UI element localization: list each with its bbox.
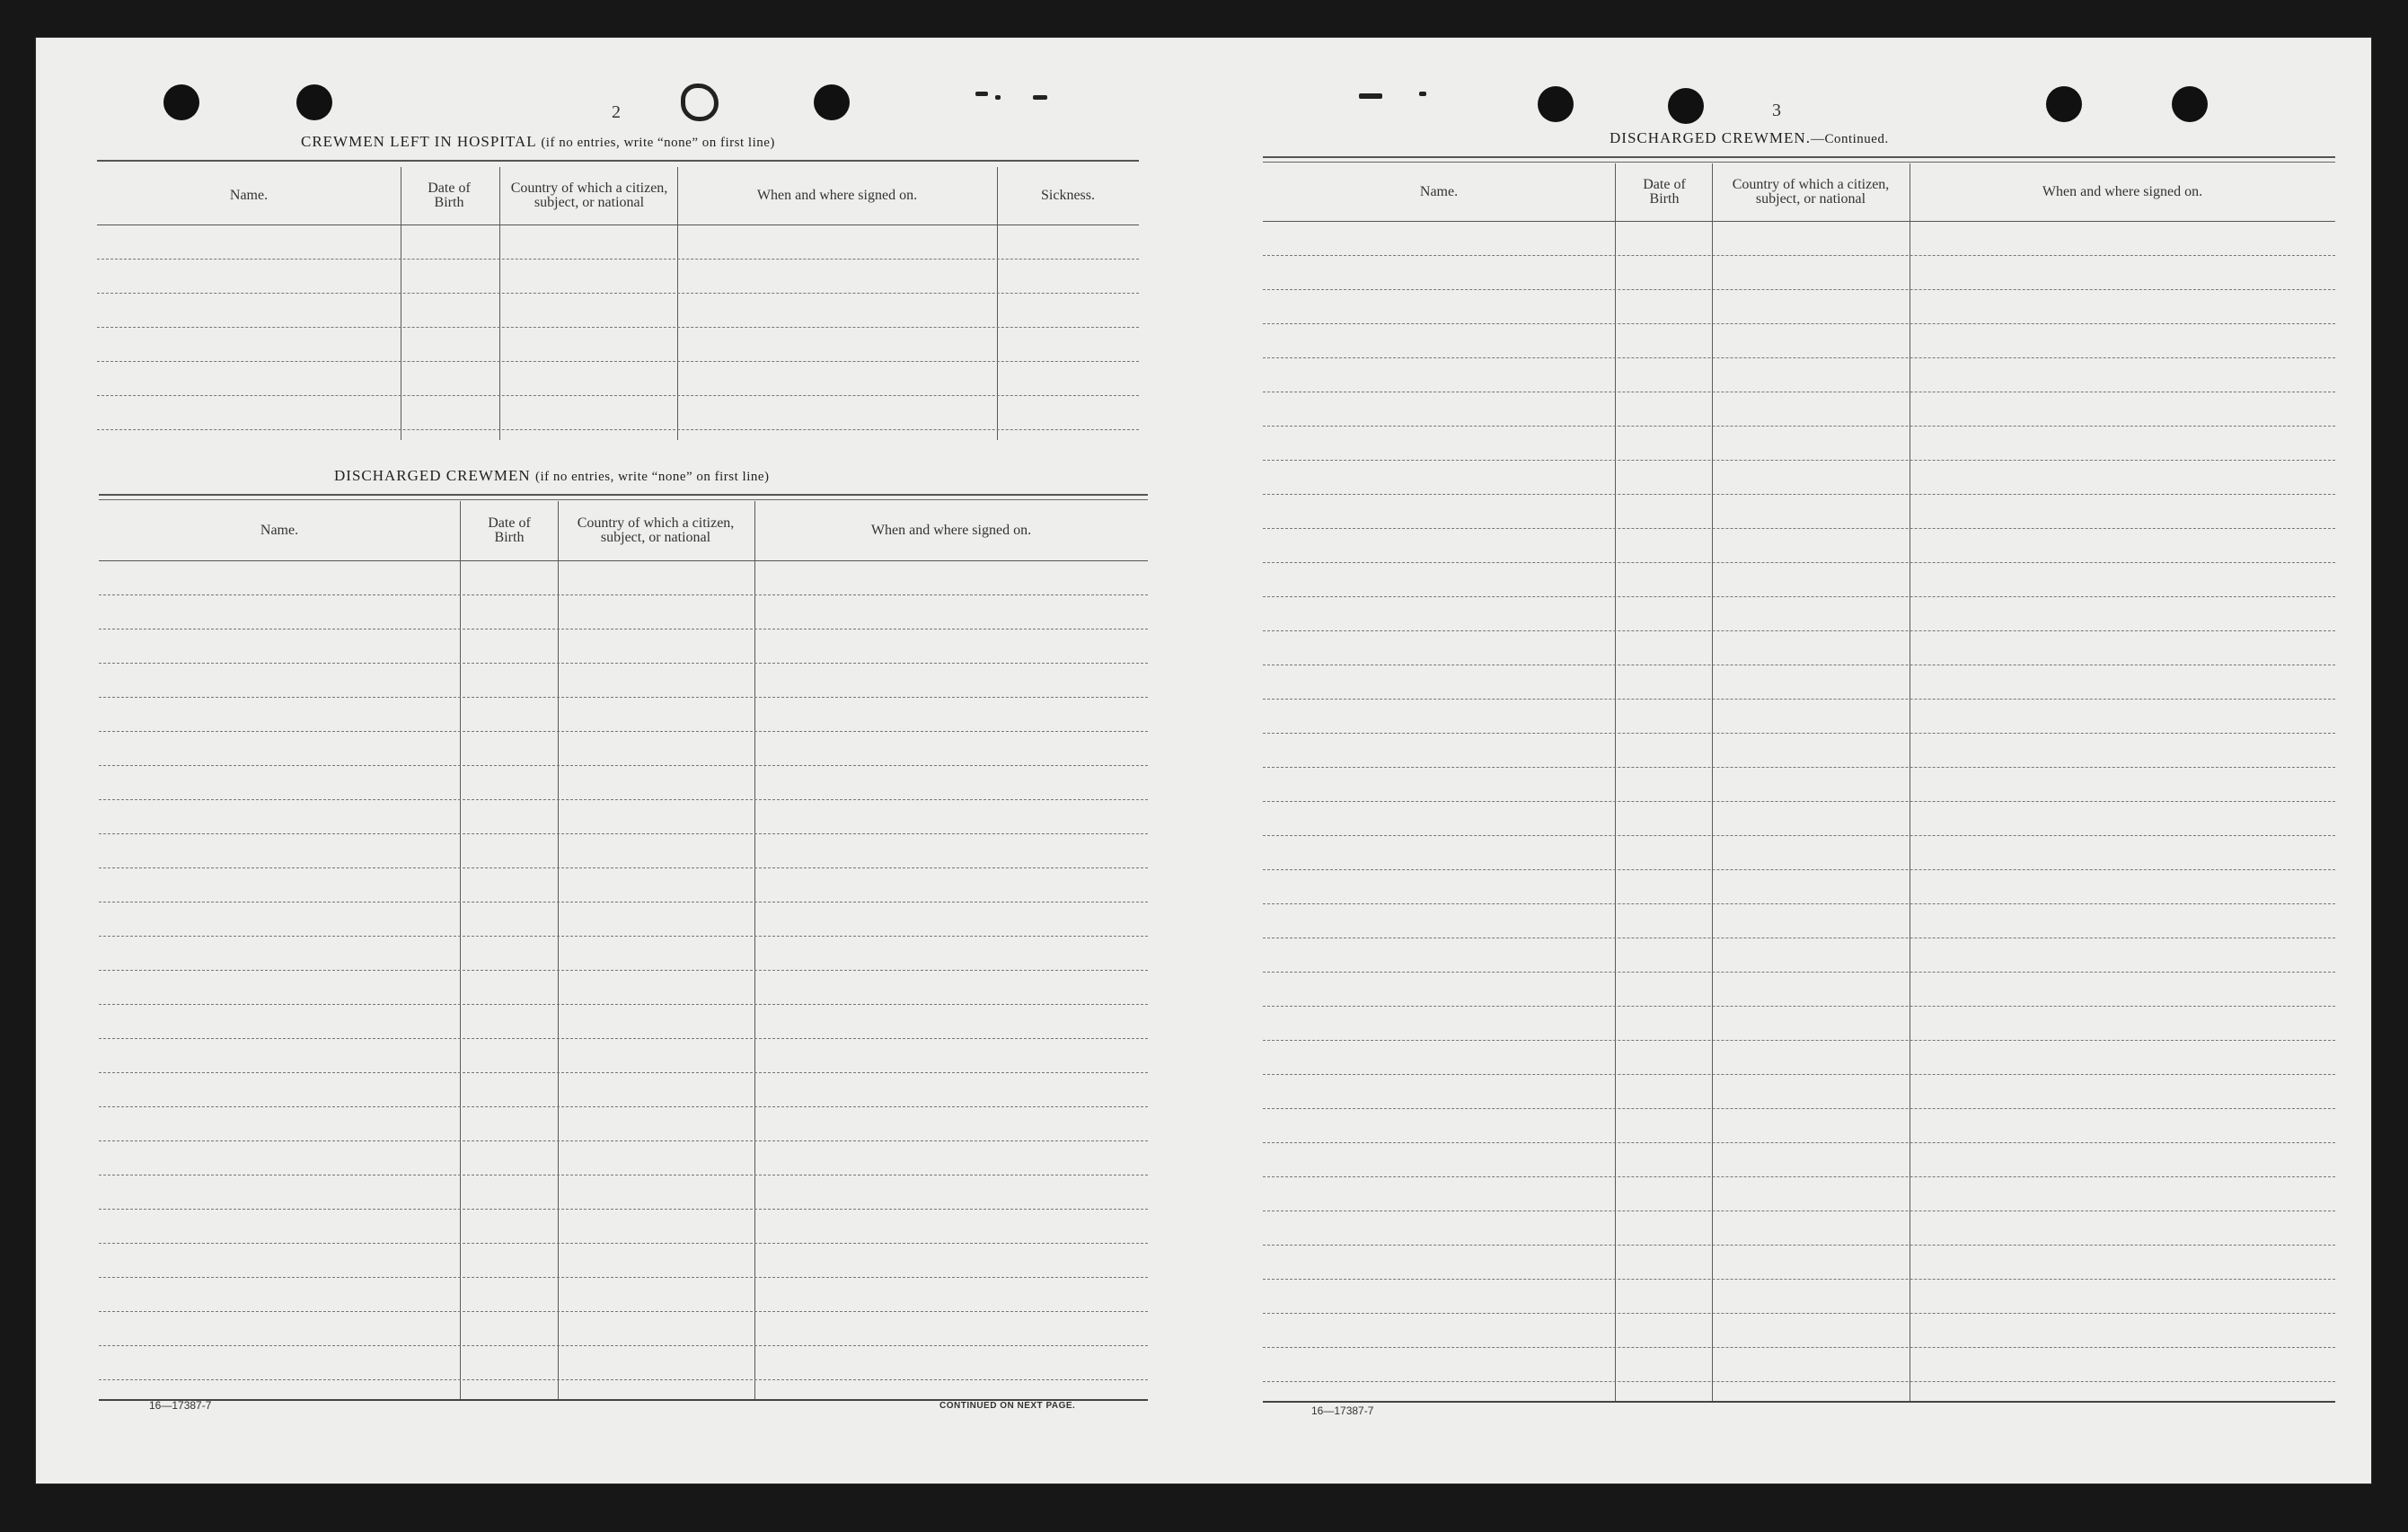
- table-row[interactable]: [99, 765, 1148, 766]
- punch-hole: [163, 84, 199, 120]
- page-number-left: 2: [612, 102, 621, 122]
- discharged-table-left: [99, 494, 1148, 1401]
- discharged-title-text: DISCHARGED CREWMEN: [334, 467, 531, 484]
- punch-hole: [1668, 88, 1704, 124]
- table-row[interactable]: [99, 1038, 1148, 1039]
- table-row[interactable]: [97, 395, 1139, 396]
- table-row[interactable]: [1263, 255, 2335, 256]
- torn-punch-hole: [681, 84, 719, 121]
- table-row[interactable]: [97, 259, 1139, 260]
- punch-hole: [2046, 86, 2082, 122]
- table-row[interactable]: [1263, 494, 2335, 495]
- discharged-continued-suffix: —Continued.: [1810, 132, 1889, 146]
- table-row[interactable]: [1263, 733, 2335, 734]
- hospital-title-note: (if no entries, write “none” on first line): [541, 136, 775, 150]
- discharged-table-right: [1263, 156, 2335, 1403]
- table-row[interactable]: [1263, 972, 2335, 973]
- table-row[interactable]: [1263, 801, 2335, 802]
- discharged-title-note: (if no entries, write “none” on first line): [534, 470, 770, 484]
- ink-smudge: [995, 95, 1001, 100]
- table-row[interactable]: [1263, 699, 2335, 700]
- column-divider: [558, 501, 559, 1401]
- table-row[interactable]: [1263, 596, 2335, 597]
- table-rule: [1263, 156, 2335, 158]
- punch-hole: [2172, 86, 2208, 122]
- table-row[interactable]: [97, 293, 1139, 294]
- table-row[interactable]: [1263, 528, 2335, 529]
- table-row[interactable]: [1263, 903, 2335, 904]
- table-row[interactable]: [1263, 767, 2335, 768]
- table-row[interactable]: [99, 1209, 1148, 1210]
- column-divider: [754, 501, 755, 1401]
- discharged-continued-title: [1610, 129, 1889, 147]
- table-row[interactable]: [99, 867, 1148, 868]
- column-header-name: Name.: [1419, 184, 1459, 199]
- column-header-dob: Date of Birth: [1643, 177, 1686, 207]
- table-row[interactable]: [1263, 426, 2335, 427]
- ink-smudge: [1033, 95, 1047, 100]
- table-row[interactable]: [97, 361, 1139, 362]
- header-divider: [1263, 221, 2335, 222]
- table-rule: [97, 160, 1139, 162]
- column-header-signed-on: When and where signed on.: [870, 523, 1032, 538]
- column-header-name: Name.: [260, 523, 299, 538]
- table-row[interactable]: [99, 1106, 1148, 1107]
- table-rule: [1263, 162, 2335, 163]
- table-row[interactable]: [1263, 1142, 2335, 1143]
- punch-hole: [814, 84, 850, 120]
- punch-hole: [296, 84, 332, 120]
- column-header-signed-on: When and where signed on.: [2042, 184, 2203, 199]
- table-row[interactable]: [97, 429, 1139, 430]
- column-divider: [460, 501, 461, 1401]
- discharged-section-title: [334, 467, 770, 485]
- form-number-right: 16—17387-7: [1311, 1404, 1374, 1417]
- table-row[interactable]: [1263, 1347, 2335, 1348]
- table-row[interactable]: [99, 1379, 1148, 1380]
- table-row[interactable]: [1263, 460, 2335, 461]
- column-header-country: Country of which a citizen, subject, or national: [510, 180, 668, 210]
- table-row[interactable]: [99, 629, 1148, 630]
- column-divider: [499, 167, 500, 440]
- table-row[interactable]: [1263, 1006, 2335, 1007]
- continued-note: CONTINUED ON NEXT PAGE.: [939, 1401, 1076, 1411]
- column-header-name: Name.: [229, 188, 269, 203]
- ink-smudge: [1419, 92, 1426, 96]
- ink-smudge: [1359, 93, 1382, 99]
- table-row[interactable]: [1263, 1313, 2335, 1314]
- table-row[interactable]: [1263, 1176, 2335, 1177]
- punch-hole: [1538, 86, 1574, 122]
- column-divider: [1615, 163, 1616, 1403]
- table-row[interactable]: [1263, 357, 2335, 358]
- table-row[interactable]: [1263, 289, 2335, 290]
- column-header-country: Country of which a citizen, subject, or national: [1732, 177, 1890, 207]
- table-row[interactable]: [1263, 869, 2335, 870]
- form-sheet: [36, 38, 2371, 1484]
- column-header-signed-on: When and where signed on.: [756, 188, 918, 203]
- table-row[interactable]: [99, 799, 1148, 800]
- form-number-left: 16—17387-7: [149, 1399, 212, 1412]
- table-row[interactable]: [1263, 562, 2335, 563]
- column-divider: [1712, 163, 1713, 1403]
- table-row[interactable]: [99, 697, 1148, 698]
- table-row[interactable]: [97, 327, 1139, 328]
- table-row[interactable]: [1263, 1108, 2335, 1109]
- column-header-sickness: Sickness.: [1041, 188, 1095, 203]
- table-row[interactable]: [99, 594, 1148, 595]
- ink-smudge: [975, 92, 988, 96]
- table-row[interactable]: [1263, 1245, 2335, 1246]
- table-row[interactable]: [99, 1004, 1148, 1005]
- table-row[interactable]: [99, 1072, 1148, 1073]
- hospital-section-title: [301, 133, 775, 151]
- table-row[interactable]: [1263, 1040, 2335, 1041]
- table-row[interactable]: [99, 1243, 1148, 1244]
- table-row[interactable]: [1263, 630, 2335, 631]
- column-header-dob: Date of Birth: [488, 515, 531, 545]
- table-row[interactable]: [1263, 1074, 2335, 1075]
- table-row[interactable]: [1263, 1381, 2335, 1382]
- table-rule: [99, 499, 1148, 500]
- table-row[interactable]: [99, 936, 1148, 937]
- table-row[interactable]: [99, 970, 1148, 971]
- table-row[interactable]: [1263, 1279, 2335, 1280]
- table-row[interactable]: [1263, 835, 2335, 836]
- column-header-dob: Date of Birth: [428, 180, 471, 210]
- table-row[interactable]: [99, 833, 1148, 834]
- table-row[interactable]: [99, 1277, 1148, 1278]
- table-row[interactable]: [99, 663, 1148, 664]
- hospital-title-text: CREWMEN LEFT IN HOSPITAL: [301, 133, 537, 150]
- column-header-country: Country of which a citizen, subject, or national: [577, 515, 735, 545]
- table-row[interactable]: [99, 731, 1148, 732]
- table-row[interactable]: [99, 1140, 1148, 1141]
- table-rule: [99, 494, 1148, 496]
- table-row[interactable]: [1263, 323, 2335, 324]
- table-row[interactable]: [99, 1311, 1148, 1312]
- page-number-right: 3: [1772, 101, 1781, 120]
- header-divider: [99, 560, 1148, 561]
- discharged-continued-text: DISCHARGED CREWMEN.: [1610, 129, 1811, 146]
- table-row[interactable]: [99, 1345, 1148, 1346]
- table-bottom-rule: [1263, 1401, 2335, 1403]
- hospital-table: [97, 160, 1139, 440]
